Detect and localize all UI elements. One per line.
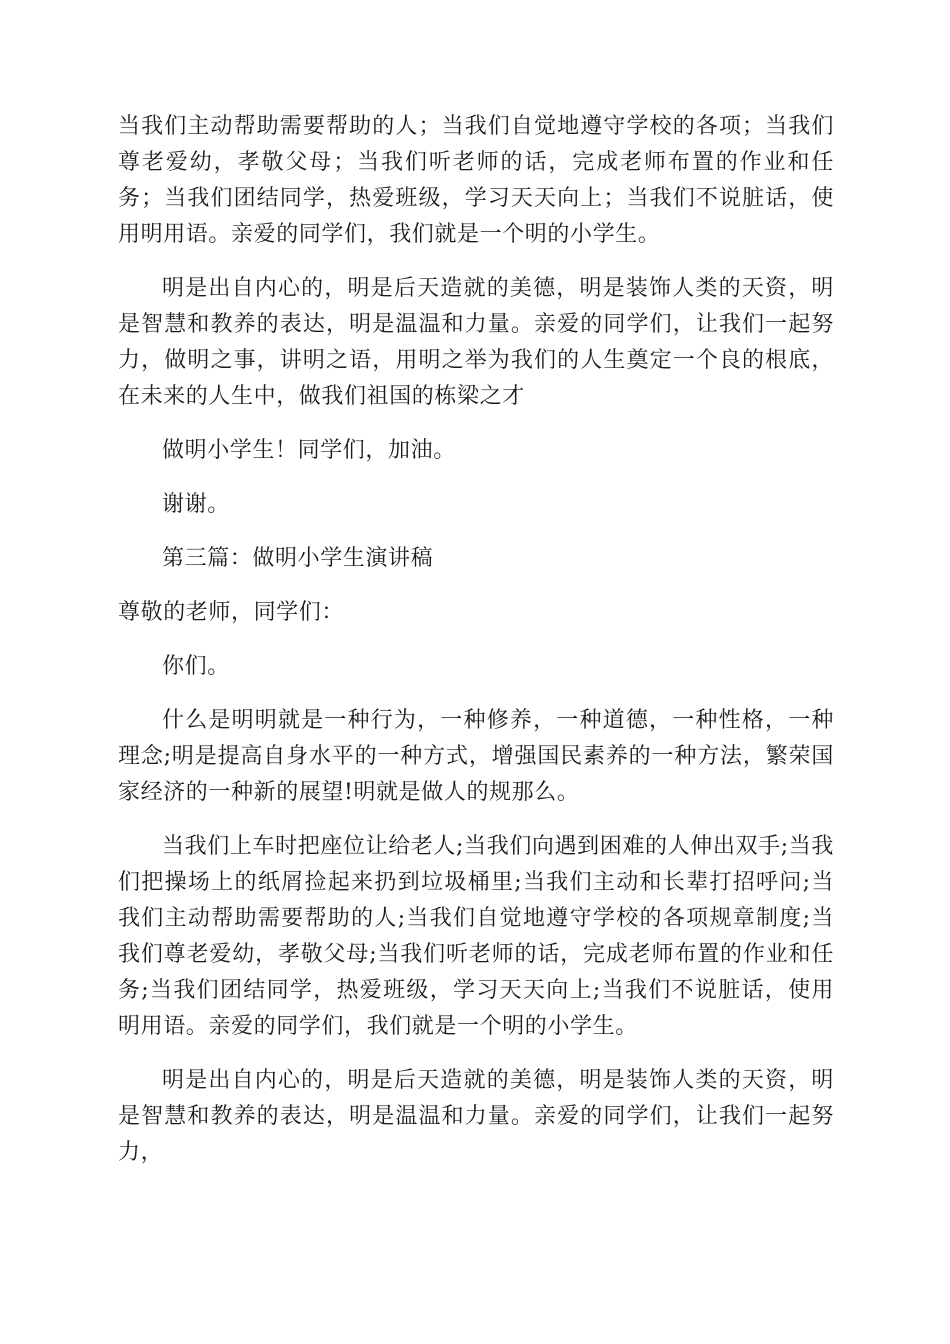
document-page — [118, 109, 834, 1189]
paragraph-7: 你们。 — [162, 654, 230, 679]
paragraph-9: 当我们上车时把座位让给老人;当我们向遇到困难的人伸出双手;当我们把操场上的纸屑捡起来扔到垃圾桶里;当我们主动和长辈打招呼问;当我们主动帮助需要帮助的人;当我们自觉地遵守学校的各项规章制度;当我们尊老爱幼，孝敬父母;当我们听老师的话，完成老师布置的作业和任务;当我们团结同学，热爱班级，学习天天向上;当我们不说脏话，使用明用语。亲爱的同学们，我们就是一个明的小学生。 — [118, 834, 834, 1039]
paragraph-2: 明是出自内心的，明是后天造就的美德，明是装饰人类的天资，明是智慧和教养的表达，明是温温和力量。亲爱的同学们，让我们一起努力，做明之事，讲明之语，用明之举为我们的人生奠定一个良的根底，在未来的人生中，做我们祖国的栋梁之才 — [118, 276, 834, 409]
paragraph-3: 做明小学生！同学们，加油。 — [162, 438, 456, 463]
paragraph-1: 当我们主动帮助需要帮助的人；当我们自觉地遵守学校的各项；当我们尊老爱幼，孝敬父母；当我们听老师的话，完成老师布置的作业和任务；当我们团结同学，热爱班级，学习天天向上；当我们不说脏话，使用明用语。亲爱的同学们，我们就是一个明的小学生。 — [118, 114, 834, 247]
section-heading: 第三篇：做明小学生演讲稿 — [162, 546, 434, 571]
paragraph-8: 什么是明明就是一种行为，一种修养，一种道德，一种性格，一种理念;明是提高自身水平的一种方式，增强国民素养的一种方法，繁荣国家经济的一种新的展望!明就是做人的规那么。 — [118, 708, 834, 805]
paragraph-4: 谢谢。 — [162, 492, 230, 517]
paragraph-10: 明是出自内心的，明是后天造就的美德，明是装饰人类的天资，明是智慧和教养的表达，明是温温和力量。亲爱的同学们，让我们一起努力， — [118, 1068, 834, 1165]
salutation: 尊敬的老师，同学们： — [118, 600, 345, 625]
